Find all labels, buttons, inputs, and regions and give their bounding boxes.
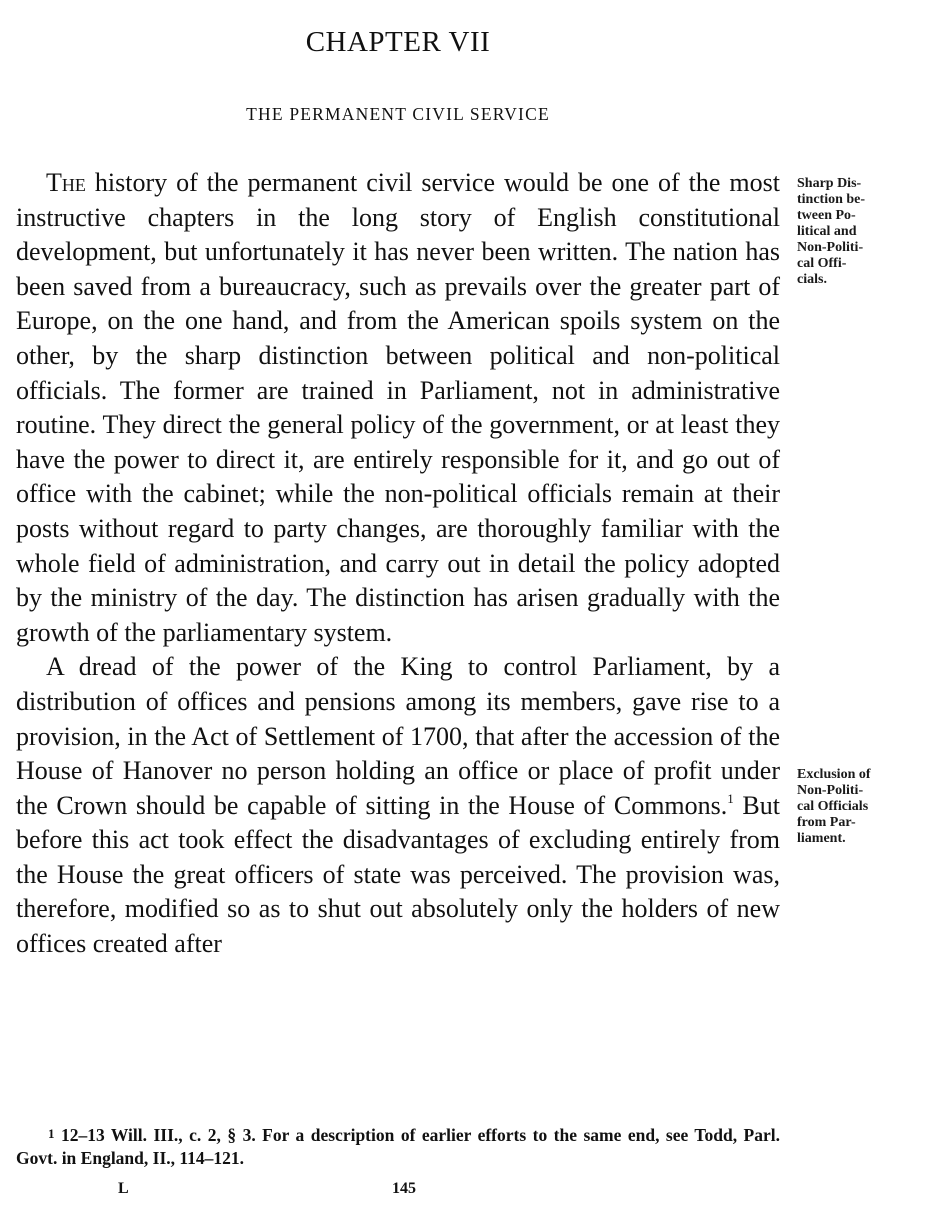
footnote-reference: 1 <box>727 790 734 806</box>
paragraph-2-text-a: A dread of the power of the King to control Parliament, by a distribution of offices and pensions among its members, gave rise to a provision, in the Act of Settlement of 1700, that after the accession of the House of Hanover no person holding an office or place of profit under the Crown should be capable of sitting in the House of Commons. <box>16 652 780 820</box>
paragraph-2 <box>16 650 780 961</box>
paragraph-1-text: history of the permanent civil service would be one of the most instructive chapters in the long story of English constitutional development, but unfortunately it has never been written. The nation has been saved from a bureaucracy, such as prevails over the greater part of Europe, on the one hand, and from the American spoils system on the other, by the sharp distinction between political and non-political officials. The former are trained in Parliament, not in administrative routine. They direct the general policy of the government, or at least they have the power to direct it, are entirely responsible for it, and go out of office with the cabinet; while the non-political officials remain at their posts without regard to party changes, are thoroughly familiar with the whole field of administration, and carry out in detail the policy adopted by the ministry of the day. The distinction has arisen gradually with the growth of the parliamentary system. <box>16 168 780 647</box>
footnote-text: 12–13 Will. III., c. 2, § 3. For a description of earlier efforts to the same end, see Todd, Parl. Govt. in England, II., 114–121. <box>16 1125 780 1168</box>
chapter-heading: CHAPTER VII <box>305 26 491 58</box>
main-text <box>16 166 780 962</box>
footnote <box>16 1124 780 1170</box>
footnote-marker: 1 <box>48 1126 55 1141</box>
margin-note-sharp-distinction: Sharp Dis- tinction be- tween Po- litical and Non-Politi- cal Offi- cials. <box>797 176 866 287</box>
margin-note-exclusion: Exclusion of Non-Politi- cal Officials from Par- liament. <box>797 767 871 846</box>
signature-mark: L <box>118 1180 129 1197</box>
paragraph-1 <box>16 166 780 650</box>
paragraph-1-opening-word: The <box>46 168 86 197</box>
paragraph-2-text-b: But before this act took effect the disadvantages of excluding entirely from the House the great officers of state was perceived. The provision was, therefore, modified so as to shut out absolutely only the holders of new offices created after <box>16 790 780 959</box>
chapter-title: THE PERMANENT CIVIL SERVICE <box>246 104 550 124</box>
page-number: 145 <box>392 1180 416 1197</box>
page-footer <box>0 1180 933 1204</box>
